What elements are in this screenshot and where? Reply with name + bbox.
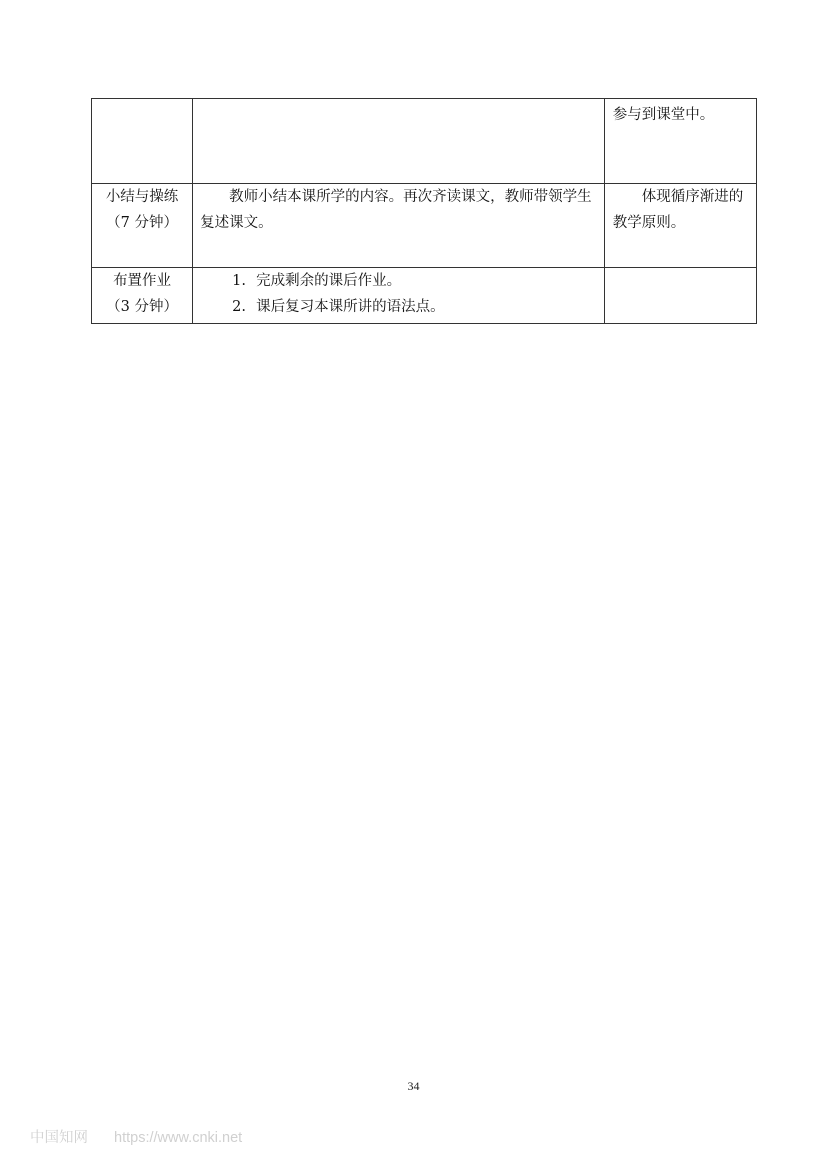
watermark-url: https://www.cnki.net xyxy=(114,1130,243,1146)
purpose-cell xyxy=(604,268,756,324)
stage-duration: （3 分钟） xyxy=(106,299,178,315)
purpose-text: 体现循序渐进的教学原则。 xyxy=(612,189,744,231)
stage-cell xyxy=(92,268,193,324)
purpose-cell xyxy=(604,184,756,268)
stage-name: 布置作业 xyxy=(113,273,172,289)
list-item-text: 完成剩余的课后作业。 xyxy=(256,273,402,289)
list-item xyxy=(232,268,604,294)
table-row xyxy=(92,268,757,324)
activity-text: 教师小结本课所学的内容。再次齐读课文，教师带领学生复述课文。 xyxy=(200,189,592,231)
purpose-cell xyxy=(604,99,756,184)
table-row xyxy=(92,184,757,268)
watermark-brand: 中国知网 xyxy=(30,1130,88,1146)
purpose-text: 参与到课堂中。 xyxy=(612,107,715,123)
page-number: 34 xyxy=(407,1079,420,1093)
homework-list xyxy=(193,268,604,320)
activity-cell xyxy=(193,268,605,324)
activity-cell xyxy=(193,184,605,268)
lesson-plan-table xyxy=(91,98,757,324)
stage-name: 小结与操练 xyxy=(105,189,179,205)
table-row xyxy=(92,99,757,184)
cnki-watermark xyxy=(30,1126,242,1147)
list-item-number: 2. xyxy=(232,299,246,315)
list-item-text: 课后复习本课所讲的语法点。 xyxy=(256,299,445,315)
stage-cell xyxy=(92,99,193,184)
list-item-number: 1. xyxy=(232,273,246,289)
stage-duration: （7 分钟） xyxy=(106,215,178,231)
list-item xyxy=(232,294,604,320)
stage-cell xyxy=(92,184,193,268)
activity-cell xyxy=(193,99,605,184)
